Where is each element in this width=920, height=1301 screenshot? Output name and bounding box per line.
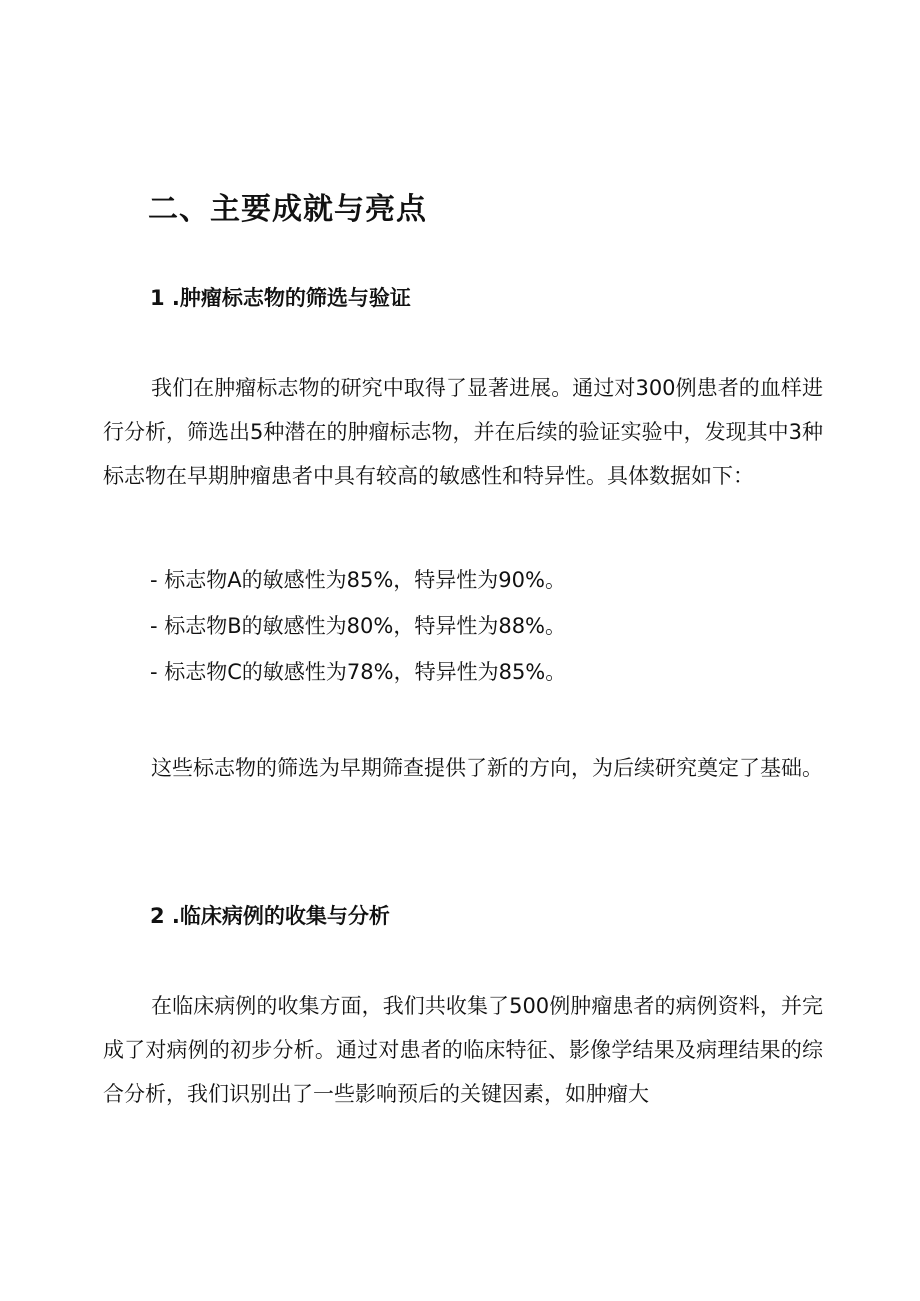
subsection-heading-1: 1 .肿瘤标志物的筛选与验证 (150, 286, 411, 310)
list-item: - 标志物A的敏感性为85%，特异性为90%。 (150, 568, 566, 592)
subsection-heading-2: 2 .临床病例的收集与分析 (150, 904, 390, 928)
paragraph-markers-intro: 我们在肿瘤标志物的研究中取得了显著进展。通过对300例患者的血样进行分析，筛选出5种潜在的肿瘤标志物，并在后续的验证实验中，发现其中3种标志物在早期肿瘤患者中具有较高的敏感性和特异性。具体数据如下： (103, 376, 823, 488)
list-item: - 标志物C的敏感性为78%，特异性为85%。 (150, 660, 567, 684)
marker-list (150, 557, 566, 695)
section-title: 二、主要成就与亮点 (148, 192, 427, 227)
paragraph-clinical-cases: 在临床病例的收集方面，我们共收集了500例肿瘤患者的病例资料，并完成了对病例的初步分析。通过对患者的临床特征、影像学结果及病理结果的综合分析，我们识别出了一些影响预后的关键因素，如肿瘤大 (103, 994, 823, 1106)
paragraph-markers-summary: 这些标志物的筛选为早期筛查提供了新的方向，为后续研究奠定了基础。 (151, 756, 823, 780)
list-item: - 标志物B的敏感性为80%，特异性为88%。 (150, 614, 567, 638)
